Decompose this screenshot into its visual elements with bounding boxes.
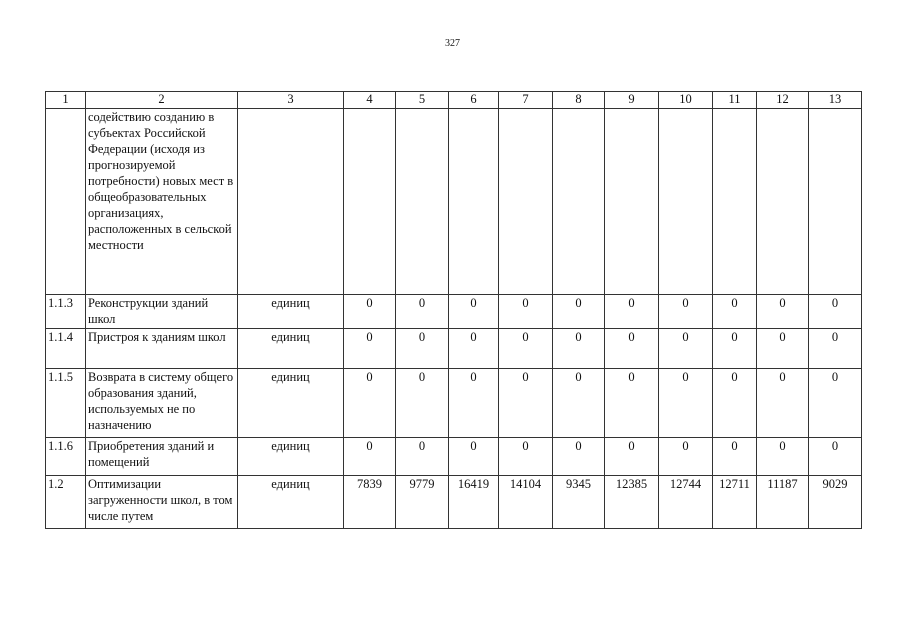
row-value: 9345 (553, 476, 605, 529)
row-value: 0 (713, 438, 757, 476)
table-row (46, 295, 862, 329)
row-value: 0 (449, 438, 499, 476)
table-row (46, 476, 862, 529)
row-value (809, 109, 862, 295)
column-number: 8 (553, 92, 605, 109)
row-name: Возврата в систему общего образования зданий, используемых не по назначению (86, 369, 238, 438)
row-value: 0 (449, 369, 499, 438)
row-name: Приобретения зданий и помещений (86, 438, 238, 476)
row-value: 0 (659, 329, 713, 369)
column-number-row (46, 92, 862, 109)
row-value: 0 (553, 438, 605, 476)
column-number: 11 (713, 92, 757, 109)
row-number: 1.1.5 (46, 369, 86, 438)
row-value: 0 (605, 295, 659, 329)
row-value: 0 (396, 295, 449, 329)
row-value: 0 (344, 438, 396, 476)
row-value: 0 (605, 438, 659, 476)
row-unit: единиц (238, 329, 344, 369)
row-value: 11187 (757, 476, 809, 529)
column-number: 7 (499, 92, 553, 109)
row-value (659, 109, 713, 295)
row-value: 0 (499, 329, 553, 369)
row-value: 0 (757, 329, 809, 369)
table-row (46, 369, 862, 438)
row-value: 12711 (713, 476, 757, 529)
row-value: 12385 (605, 476, 659, 529)
row-number: 1.1.6 (46, 438, 86, 476)
row-name: Пристроя к зданиям школ (86, 329, 238, 369)
row-value: 14104 (499, 476, 553, 529)
row-value: 12744 (659, 476, 713, 529)
row-value: 0 (605, 369, 659, 438)
indicator-table (45, 91, 862, 529)
row-value (344, 109, 396, 295)
row-value: 0 (553, 295, 605, 329)
row-value: 0 (499, 295, 553, 329)
row-value: 0 (344, 369, 396, 438)
table-row (46, 329, 862, 369)
row-number: 1.1.4 (46, 329, 86, 369)
row-name: Реконструкции зданий школ (86, 295, 238, 329)
column-number: 2 (86, 92, 238, 109)
row-value: 0 (809, 295, 862, 329)
column-number: 9 (605, 92, 659, 109)
row-value: 0 (713, 329, 757, 369)
row-value: 0 (713, 295, 757, 329)
row-value: 0 (449, 329, 499, 369)
row-value: 0 (659, 438, 713, 476)
row-unit (238, 109, 344, 295)
row-value: 16419 (449, 476, 499, 529)
column-number: 12 (757, 92, 809, 109)
column-number: 1 (46, 92, 86, 109)
column-number: 10 (659, 92, 713, 109)
row-number: 1.2 (46, 476, 86, 529)
row-value: 0 (396, 329, 449, 369)
column-number: 6 (449, 92, 499, 109)
row-value: 0 (499, 369, 553, 438)
row-value (499, 109, 553, 295)
row-value: 9779 (396, 476, 449, 529)
row-value: 0 (553, 329, 605, 369)
row-value (449, 109, 499, 295)
row-value (713, 109, 757, 295)
row-unit: единиц (238, 476, 344, 529)
table-row (46, 109, 862, 295)
row-value: 0 (809, 369, 862, 438)
row-value: 0 (396, 438, 449, 476)
row-number: 1.1.3 (46, 295, 86, 329)
column-number: 4 (344, 92, 396, 109)
row-value (605, 109, 659, 295)
row-value: 0 (713, 369, 757, 438)
row-value: 9029 (809, 476, 862, 529)
row-value: 0 (396, 369, 449, 438)
row-unit: единиц (238, 369, 344, 438)
row-unit: единиц (238, 295, 344, 329)
row-value: 0 (344, 329, 396, 369)
row-value: 0 (757, 438, 809, 476)
row-value: 0 (659, 295, 713, 329)
table-row (46, 438, 862, 476)
row-value: 0 (553, 369, 605, 438)
row-value: 7839 (344, 476, 396, 529)
row-value: 0 (757, 369, 809, 438)
row-value: 0 (344, 295, 396, 329)
row-value: 0 (809, 438, 862, 476)
row-number (46, 109, 86, 295)
row-value (553, 109, 605, 295)
row-value (757, 109, 809, 295)
row-value: 0 (605, 329, 659, 369)
column-number: 13 (809, 92, 862, 109)
row-value: 0 (499, 438, 553, 476)
row-value: 0 (809, 329, 862, 369)
page-number: 327 (445, 38, 460, 49)
row-value (396, 109, 449, 295)
row-name: содействию созданию в субъектах Российской Федерации (исходя из прогнозируемой потребности) новых мест в общеобразовательных организациях, расположенных в сельской местности (86, 109, 238, 295)
row-unit: единиц (238, 438, 344, 476)
row-name: Оптимизации загруженности школ, в том числе путем (86, 476, 238, 529)
column-number: 5 (396, 92, 449, 109)
row-value: 0 (449, 295, 499, 329)
row-value: 0 (757, 295, 809, 329)
row-value: 0 (659, 369, 713, 438)
column-number: 3 (238, 92, 344, 109)
